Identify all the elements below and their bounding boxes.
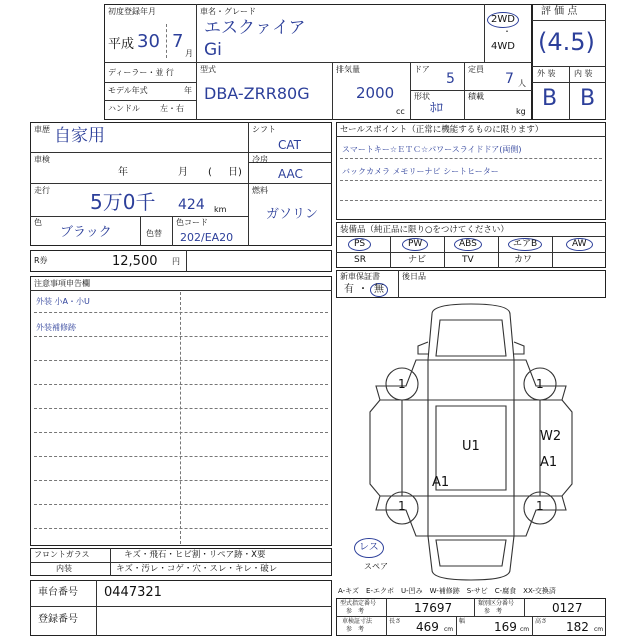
height-label: 高さ	[535, 618, 548, 625]
notes-line	[34, 312, 328, 313]
shift-label: シフト	[252, 125, 276, 134]
warranty-label: 新車保証書	[340, 272, 380, 281]
divider	[104, 100, 196, 101]
aircon-value: AAC	[278, 167, 303, 181]
class-label: 類別区分番号	[478, 600, 515, 607]
damage-legend: A-キズ E-エクボ U-凹み W-補修跡 S-サビ C-腐食 XX-交換済	[338, 587, 556, 595]
era-year: 30	[137, 31, 160, 52]
damage-mark-roof: U1	[462, 439, 480, 454]
sales-point-line1: スマートキー☆ＥＴＣ☆パワースライドドア(両側)	[342, 145, 522, 154]
posterior-label: 後日品	[402, 272, 426, 281]
rating-label: 評 価 点	[541, 6, 578, 17]
color-label: 色	[34, 218, 42, 227]
divider	[524, 598, 525, 616]
front-glass-text: キズ・飛石・ヒビ割・リペア跡・X要	[124, 550, 266, 560]
class-value: 0127	[552, 601, 583, 615]
divider	[464, 62, 465, 120]
divider	[532, 20, 606, 21]
divider	[456, 616, 457, 636]
color-change-label: 色替	[146, 229, 162, 238]
equip-aw: AW	[566, 238, 593, 251]
reg-date-label: 初度登録年月	[108, 7, 156, 16]
front-glass-label: フロントガラス	[34, 550, 90, 559]
width-unit: cm	[520, 626, 530, 633]
handle-label: ハンドル	[108, 104, 140, 113]
recycle-unit: 円	[172, 257, 180, 266]
height-unit: cm	[594, 626, 604, 633]
inspection-label: 車検	[34, 155, 50, 164]
fuel-value: ガソリン	[266, 207, 319, 222]
capacity-value: 7	[505, 71, 514, 87]
dim-ref-label2: 参 考	[346, 626, 365, 633]
equip-abs: ABS	[454, 238, 482, 251]
notes-line	[34, 408, 328, 409]
capacity-unit: 人	[518, 79, 526, 88]
era-label: 平成	[108, 37, 135, 52]
divider	[172, 216, 173, 246]
color-code-label: 色コード	[176, 218, 208, 227]
divider	[340, 158, 602, 159]
inspection-year-unit: 年	[118, 167, 128, 178]
damage-mark-side-w2: W2	[540, 429, 562, 444]
damage-mark-rear-right: 1	[536, 499, 544, 513]
divider	[336, 252, 606, 253]
notes-line	[34, 528, 328, 529]
use-value: 自家用	[54, 126, 105, 146]
notes-line	[34, 480, 328, 481]
warranty-dot: ・	[358, 284, 368, 295]
inspection-month-unit: 月	[178, 167, 188, 178]
mileage-label: 走行	[34, 186, 50, 195]
type-cert-label: 型式指定番号	[340, 600, 377, 607]
equipment-label: 装備品（純正品に限り○をつけてください）	[340, 225, 509, 235]
notes-line	[34, 504, 328, 505]
notes-line	[34, 360, 328, 361]
notes-line	[34, 456, 328, 457]
length-unit: cm	[444, 626, 454, 633]
divider	[569, 66, 570, 120]
recycle-box	[30, 250, 332, 272]
model-year-unit: 年	[184, 86, 192, 95]
width-value: 169	[494, 620, 517, 634]
width-label: 幅	[459, 618, 466, 625]
divider	[186, 250, 187, 272]
shape-label: 形状	[414, 92, 430, 101]
warranty-no: 無	[370, 283, 388, 297]
model-name: エスクァイア	[204, 18, 306, 38]
notes-line	[34, 432, 328, 433]
divider	[410, 62, 411, 120]
equip-navi: ナビ	[408, 255, 427, 265]
shift-value: CAT	[278, 138, 301, 152]
height-value: 182	[566, 620, 589, 634]
notes-line2: 外装補修跡	[36, 323, 76, 332]
divider	[340, 200, 602, 201]
exterior-value: B	[542, 86, 558, 111]
equip-tv: TV	[462, 255, 474, 265]
divider	[498, 236, 499, 268]
divider	[484, 4, 485, 62]
shape-value: ﾎﾛ	[430, 101, 443, 116]
length-label: 長さ	[389, 618, 402, 625]
mileage-value: 5万0千	[90, 190, 156, 214]
mileage-unit: km	[214, 205, 227, 214]
divider	[166, 24, 167, 58]
damage-mark-side-a1-right: A1	[540, 455, 558, 470]
spare-tire-circle: レス	[354, 538, 384, 558]
divider	[552, 236, 553, 268]
notes-box	[30, 276, 332, 546]
capacity-label: 定員	[468, 65, 484, 74]
notes-line	[34, 384, 328, 385]
inspection-day-unit: 日)	[228, 167, 242, 178]
type-cert-ref: 参 考	[346, 608, 365, 615]
interior-label: 内 装	[574, 69, 593, 78]
reg-label: 登録番号	[38, 614, 78, 625]
equip-airbag: エアB	[508, 238, 542, 251]
rating-value: (4.5)	[538, 28, 595, 56]
divider	[340, 180, 602, 181]
grade: Gi	[204, 40, 222, 60]
notes-label: 注意事項申告欄	[34, 279, 90, 288]
notes-line	[34, 336, 328, 337]
mileage-extra: 424	[178, 197, 205, 213]
type-cert-value: 17697	[414, 601, 453, 615]
color-code-value: 202/EA20	[180, 231, 234, 244]
chassis-value: 0447321	[104, 585, 162, 600]
equip-leather: カワ	[514, 255, 533, 265]
handle-value: 左・右	[160, 104, 184, 113]
class-ref: 参 考	[484, 608, 503, 615]
load-label: 積載	[468, 92, 484, 101]
displacement-unit: cc	[396, 107, 405, 116]
divider	[398, 270, 399, 298]
divider	[332, 62, 333, 120]
divider	[110, 548, 111, 576]
dealer-label: ディーラー・並 行	[108, 68, 174, 77]
divider	[30, 290, 332, 291]
damage-mark-side-a1-left: A1	[432, 475, 450, 490]
dim-ref-label: 車検証寸法	[342, 618, 373, 625]
length-value: 469	[416, 620, 439, 634]
notes-line1: 外装 小A・小U	[36, 297, 90, 306]
load-unit: kg	[516, 107, 526, 116]
interior-damage-text: キズ・汚レ・コゲ・穴・スレ・キレ・破レ	[116, 564, 278, 574]
displacement-value: 2000	[356, 84, 395, 102]
type-value: DBA-ZRR80G	[204, 84, 310, 103]
door-value: 5	[446, 71, 455, 87]
divider	[390, 236, 391, 268]
divider	[336, 236, 606, 237]
divider	[180, 292, 181, 544]
exterior-label: 外 装	[537, 69, 556, 78]
sales-point-label: セールスポイント（正常に機能するものに限ります）	[340, 125, 544, 135]
aircon-label: 冷房	[252, 155, 268, 164]
color-value: ブラック	[60, 225, 112, 240]
recycle-label: R券	[34, 256, 48, 265]
equip-sr: SR	[354, 255, 366, 265]
interior-value: B	[580, 86, 596, 111]
use-label: 車歴	[34, 125, 50, 134]
recycle-value: 12,500	[112, 254, 158, 269]
damage-mark-front-right: 1	[536, 377, 544, 391]
inspection-open: (	[208, 167, 212, 178]
month-unit: 月	[185, 49, 193, 58]
divider	[196, 4, 197, 120]
equip-pw: PW	[402, 238, 428, 251]
equip-ps: PS	[348, 238, 371, 251]
divider	[336, 616, 606, 617]
divider	[30, 562, 332, 563]
divider	[30, 216, 248, 217]
divider	[336, 136, 606, 137]
divider	[104, 62, 532, 63]
displacement-label: 排気量	[336, 65, 360, 74]
model-year-label: モデル年式	[108, 86, 148, 95]
divider	[140, 216, 141, 246]
divider	[30, 152, 332, 153]
drive-dot: ・	[503, 27, 511, 36]
divider	[248, 122, 249, 246]
drive-4wd: 4WD	[491, 41, 515, 52]
spare-tire-label: スペア	[364, 562, 388, 571]
divider	[30, 606, 332, 607]
warranty-yes: 有	[344, 284, 354, 295]
divider	[474, 598, 475, 616]
damage-mark-front-left: 1	[398, 377, 406, 391]
sales-point-line2: バックカメラ メモリーナビ シートヒーター	[342, 167, 499, 176]
month-value: 7	[172, 31, 184, 52]
model-grade-label: 車名・グレード	[200, 7, 256, 16]
type-label: 型式	[200, 65, 216, 74]
interior-damage-label: 内装	[56, 564, 72, 573]
divider	[104, 82, 196, 83]
divider	[96, 580, 97, 636]
damage-mark-rear-left: 1	[398, 499, 406, 513]
divider	[386, 598, 387, 636]
door-label: ドア	[414, 65, 430, 74]
chassis-label: 車台番号	[38, 587, 78, 598]
divider	[532, 616, 533, 636]
drive-2wd: 2WD	[487, 12, 519, 28]
divider	[410, 90, 532, 91]
fuel-label: 燃料	[252, 186, 268, 195]
divider	[30, 183, 332, 184]
divider	[444, 236, 445, 268]
